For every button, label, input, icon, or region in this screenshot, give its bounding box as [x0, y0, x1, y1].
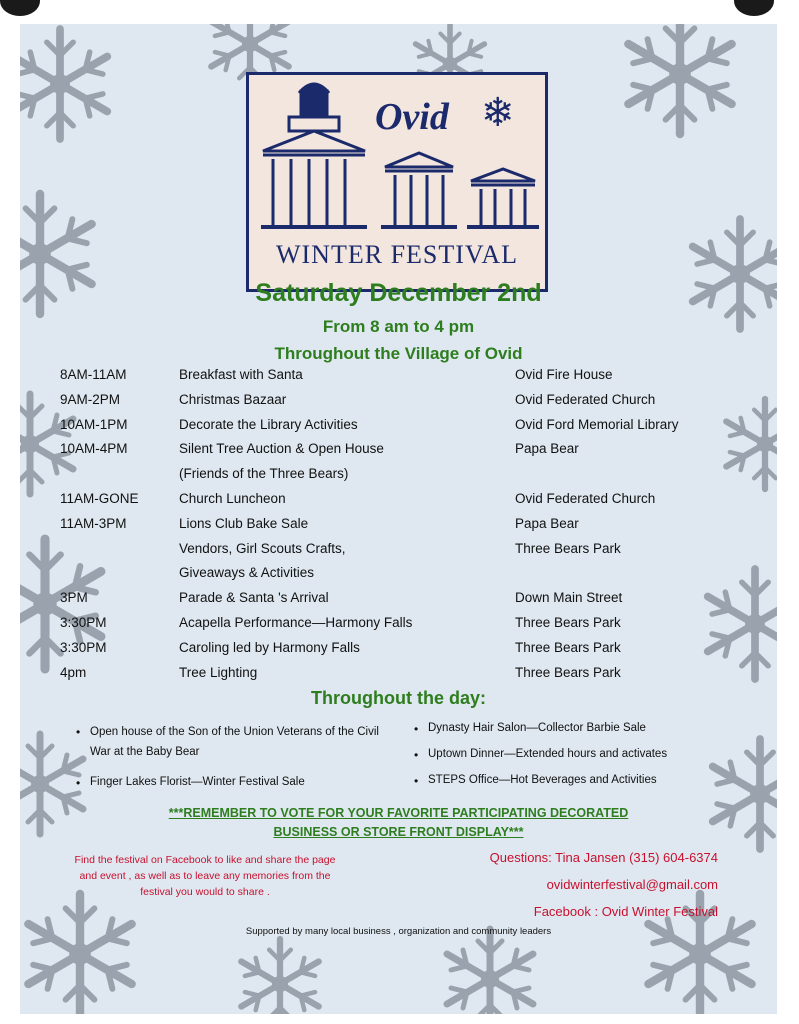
event-hours: From 8 am to 4 pm — [322, 317, 475, 336]
festival-flyer — [20, 24, 777, 1014]
schedule-row — [60, 590, 760, 615]
schedule-time: 9AM-2PM — [60, 391, 121, 407]
vote-reminder — [20, 804, 777, 842]
schedule-place: Papa Bear — [515, 441, 579, 457]
corner-dot-left — [0, 0, 40, 16]
festival-logo — [246, 72, 548, 292]
list-item: • STEPS Office—Hot Beverages and Activities — [412, 774, 742, 786]
schedule-event: Tree Lighting — [179, 664, 258, 680]
schedule-event: (Friends of the Three Bears) — [179, 466, 349, 482]
schedule-time: 3:30PM — [60, 614, 107, 630]
schedule-place: Ovid Fire House — [515, 367, 613, 382]
list-item: • Open house of the Son of the Union Veterans of the Civil War at the Baby Bear — [74, 722, 390, 762]
schedule-event: Christmas Bazaar — [179, 391, 287, 407]
schedule-time: 3:30PM — [60, 639, 107, 655]
event-date: Saturday December 2nd — [255, 279, 542, 307]
email-address: ovidwinterfestival@gmail.com — [546, 877, 718, 892]
schedule-row — [60, 367, 760, 392]
schedule-place: Ovid Ford Memorial Library — [515, 416, 679, 432]
schedule-event: Parade & Santa 's Arrival — [179, 590, 329, 606]
schedule-row — [60, 417, 760, 442]
schedule-time: 8AM-11AM — [60, 367, 127, 382]
snowflake-icon: ❄ — [481, 91, 515, 135]
schedule-place: Three Bears Park — [515, 664, 621, 680]
schedule-place: Ovid Federated Church — [515, 391, 656, 407]
vote-reminder-line: ***REMEMBER TO VOTE FOR YOUR FAVORITE PARTICIPATING DECORATED — [168, 806, 629, 820]
throughout-day-right-list — [412, 722, 742, 786]
list-item: • Dynasty Hair Salon—Collector Barbie Sale — [412, 722, 742, 734]
list-item: • Uptown Dinner—Extended hours and activates — [412, 748, 742, 760]
throughout-day-heading: Throughout the day: — [311, 688, 486, 708]
vote-reminder-line: BUSINESS OR STORE FRONT DISPLAY*** — [273, 825, 524, 839]
schedule-place: Three Bears Park — [515, 540, 621, 556]
questions-contact: Questions: Tina Jansen (315) 604-6374 — [489, 850, 718, 865]
schedule-place: Down Main Street — [515, 590, 623, 606]
schedule-row — [60, 516, 760, 541]
schedule-event: Acapella Performance—Harmony Falls — [179, 614, 413, 630]
schedule-time: 11AM-GONE — [60, 490, 139, 506]
throughout-day-left-list — [74, 722, 404, 788]
schedule-row — [60, 491, 760, 516]
schedule-event: Decorate the Library Activities — [179, 416, 358, 432]
schedule-event: Caroling led by Harmony Falls — [179, 639, 360, 655]
logo-title: Ovid — [375, 96, 449, 138]
schedule-event: Silent Tree Auction & Open House — [179, 441, 384, 457]
schedule-row — [60, 640, 760, 665]
schedule-list — [60, 367, 760, 689]
facebook-note: Find the festival on Facebook to like and share the page and event , as well as to leave any memories from the festival you would to share . — [74, 854, 336, 898]
schedule-event: Lions Club Bake Sale — [179, 515, 309, 531]
schedule-row — [60, 466, 760, 491]
schedule-time: 10AM-4PM — [60, 441, 128, 457]
schedule-event: Church Luncheon — [179, 490, 286, 506]
schedule-row — [60, 541, 760, 566]
schedule-row — [60, 565, 760, 590]
schedule-event: Giveaways & Activities — [179, 565, 315, 581]
schedule-place: Ovid Federated Church — [515, 490, 656, 506]
schedule-row — [60, 441, 760, 466]
schedule-row — [60, 392, 760, 417]
event-location: Throughout the Village of Ovid — [274, 344, 523, 363]
supported-by: Supported by many local business , organization and community leaders — [245, 926, 552, 937]
schedule-time: 3PM — [60, 590, 88, 606]
corner-dot-right — [734, 0, 774, 16]
schedule-row — [60, 615, 760, 640]
schedule-place: Three Bears Park — [515, 639, 621, 655]
facebook-page: Facebook : Ovid Winter Festival — [533, 904, 718, 919]
list-item: • Finger Lakes Florist—Winter Festival Sale — [74, 776, 404, 788]
schedule-row — [60, 665, 760, 690]
schedule-time: 10AM-1PM — [60, 416, 128, 432]
schedule-place: Papa Bear — [515, 515, 579, 531]
logo-subtitle: WINTER FESTIVAL — [275, 240, 518, 269]
schedule-event: Vendors, Girl Scouts Crafts, — [179, 540, 346, 556]
schedule-place: Three Bears Park — [515, 614, 621, 630]
schedule-event: Breakfast with Santa — [179, 367, 303, 382]
schedule-time: 11AM-3PM — [60, 515, 127, 531]
schedule-time: 4pm — [60, 664, 87, 680]
